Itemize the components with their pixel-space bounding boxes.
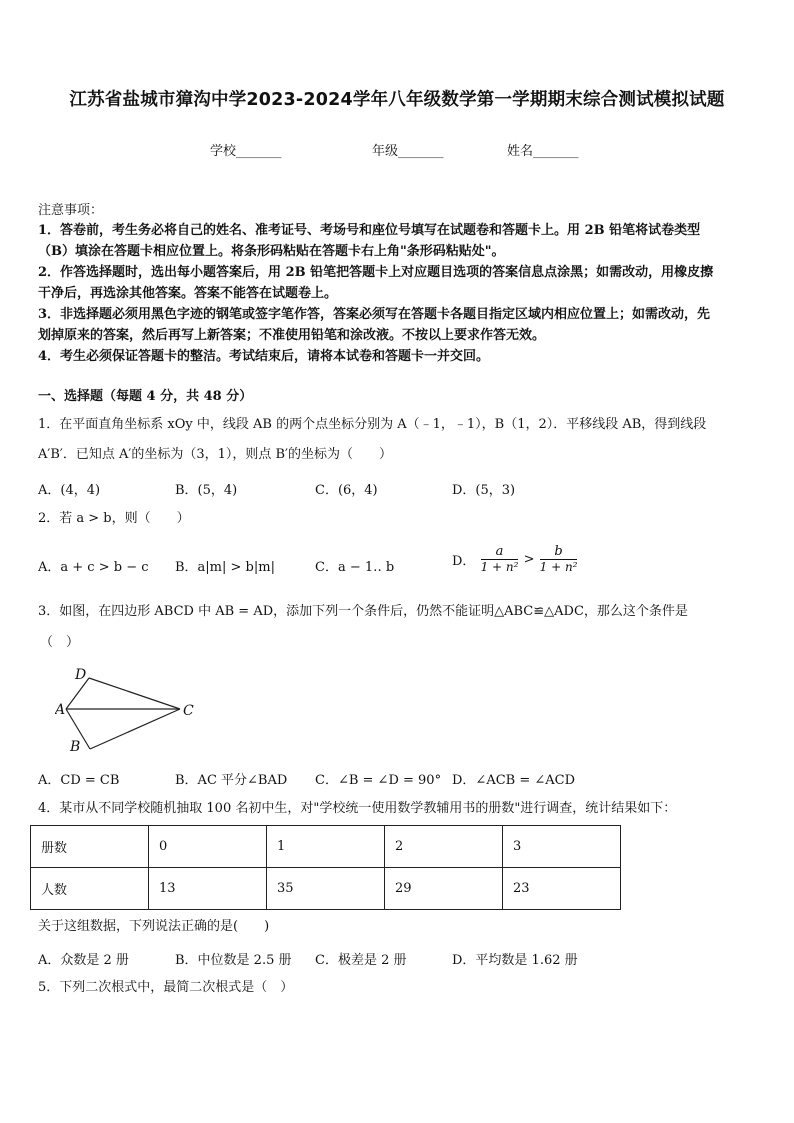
label-b: B	[70, 739, 81, 755]
q3-line1: 3．如图，在四边形 ABCD 中 AB = AD，添加下列一个条件后，仍然不能证明△ABC≌△ADC，那么这个条件是	[38, 604, 688, 619]
q3-option-b: B．AC 平分∠BAD	[175, 773, 288, 788]
q2-option-a: A．a + c > b − c	[38, 560, 149, 575]
q4-option-d: D．平均数是 1.62 册	[452, 953, 578, 968]
fraction-numerator: b	[540, 544, 578, 560]
q1-option-a: A．(4，4)	[38, 483, 101, 498]
q2-fraction-b	[540, 544, 578, 575]
q2-option-c: C．a − 1‥ b	[315, 560, 395, 575]
greater-than-sign: >	[523, 552, 535, 567]
q4-option-b: B．中位数是 2.5 册	[175, 953, 292, 968]
notice-item: 2．作答选择题时，选出每小题答案后，用 2B 铅笔把答题卡上对应题目选项的答案信息点涂黑；如需改动，用橡皮擦	[38, 265, 714, 280]
q5-stem: 5．下列二次根式中，最简二次根式是（ ）	[38, 980, 294, 995]
segment-bc	[90, 709, 180, 749]
q3-line2: （ ）	[40, 635, 80, 650]
fraction-numerator: a	[481, 544, 519, 560]
q4-question: 关于这组数据，下列说法正确的是( )	[38, 919, 270, 934]
q2-fraction-a	[481, 544, 519, 575]
q2-option-b: B．a|m| > b|m|	[175, 560, 275, 575]
notice-heading: 注意事项：	[38, 203, 104, 218]
table-cell: 2	[385, 826, 503, 868]
table-cell: 人数	[31, 868, 149, 910]
label-c: C	[183, 703, 194, 719]
notice-item: 干净后，再选涂其他答案。答案不能答在试题卷上。	[38, 286, 338, 301]
table-cell: 1	[267, 826, 385, 868]
table-cell: 3	[503, 826, 621, 868]
notice-item: 划掉原来的答案，然后再写上新答案；不准使用铅笔和涂改液。不按以上要求作答无效。	[38, 328, 546, 343]
table-cell: 13	[149, 868, 267, 910]
table-cell: 23	[503, 868, 621, 910]
table-cell: 35	[267, 868, 385, 910]
label-a: A	[55, 702, 66, 718]
notice-item: 4．考生必须保证答题卡的整洁。考试结束后，请将本试卷和答题卡一并交回。	[38, 349, 490, 364]
q4-option-a: A．众数是 2 册	[38, 953, 129, 968]
q3-option-a: A．CD = CB	[38, 773, 120, 788]
notice-item: 3．非选择题必须用黑色字迹的钢笔或签字笔作答，答案必须写在答题卡各题目指定区域内相应位置上；如需改动，先	[38, 307, 711, 322]
table-row	[31, 826, 621, 868]
section-heading: 一、选择题（每题 4 分，共 48 分）	[38, 389, 253, 404]
q4-option-c: C．极差是 2 册	[315, 953, 407, 968]
quadrilateral-figure	[55, 662, 205, 757]
fraction-denominator: 1 + n²	[480, 560, 519, 574]
exam-title: 江苏省盐城市獐沟中学2023-2024学年八年级数学第一学期期末综合测试模拟试题	[69, 90, 725, 110]
q2-option-d	[452, 544, 578, 575]
table-cell: 29	[385, 868, 503, 910]
fraction-denominator: 1 + n²	[539, 560, 578, 574]
segment-dc	[89, 678, 180, 709]
label-d: D	[75, 667, 87, 683]
q1-line2: A′B′．已知点 A′的坐标为（3，1），则点 B′的坐标为（ ）	[38, 447, 392, 462]
q2-stem: 2．若 a > b，则（ ）	[38, 511, 190, 526]
table-cell: 册数	[31, 826, 149, 868]
q2-option-d-label: D．	[452, 554, 476, 569]
notice-item: 1．答卷前，考生务必将自己的姓名、准考证号、考场号和座位号填写在试题卷和答题卡上。用 2B 铅笔将试卷类型	[38, 223, 701, 238]
q1-option-d: D．(5，3)	[452, 483, 516, 498]
name-field: 姓名_______	[507, 144, 579, 159]
table-cell: 0	[149, 826, 267, 868]
q3-option-c: C．∠B = ∠D = 90°	[315, 773, 442, 788]
school-field: 学校_______	[210, 144, 282, 159]
q1-option-c: C．(6，4)	[315, 483, 378, 498]
q3-option-d: D．∠ACB = ∠ACD	[452, 773, 576, 788]
table-row	[31, 868, 621, 910]
q1-line1: 1．在平面直角坐标系 xOy 中，线段 AB 的两个点坐标分别为 A（﹣1，﹣1），B（1，2）．平移线段 AB，得到线段	[38, 417, 707, 432]
q4-stem: 4．某市从不同学校随机抽取 100 名初中生，对"学校统一使用数学教辅用书的册数"进行调查，统计结果如下：	[38, 801, 677, 816]
grade-field: 年级_______	[372, 144, 444, 159]
q4-data-table	[30, 825, 621, 910]
notice-item: （B）填涂在答题卡相应位置上。将条形码粘贴在答题卡右上角"条形码粘贴处"。	[38, 244, 505, 259]
q1-option-b: B．(5，4)	[175, 483, 238, 498]
